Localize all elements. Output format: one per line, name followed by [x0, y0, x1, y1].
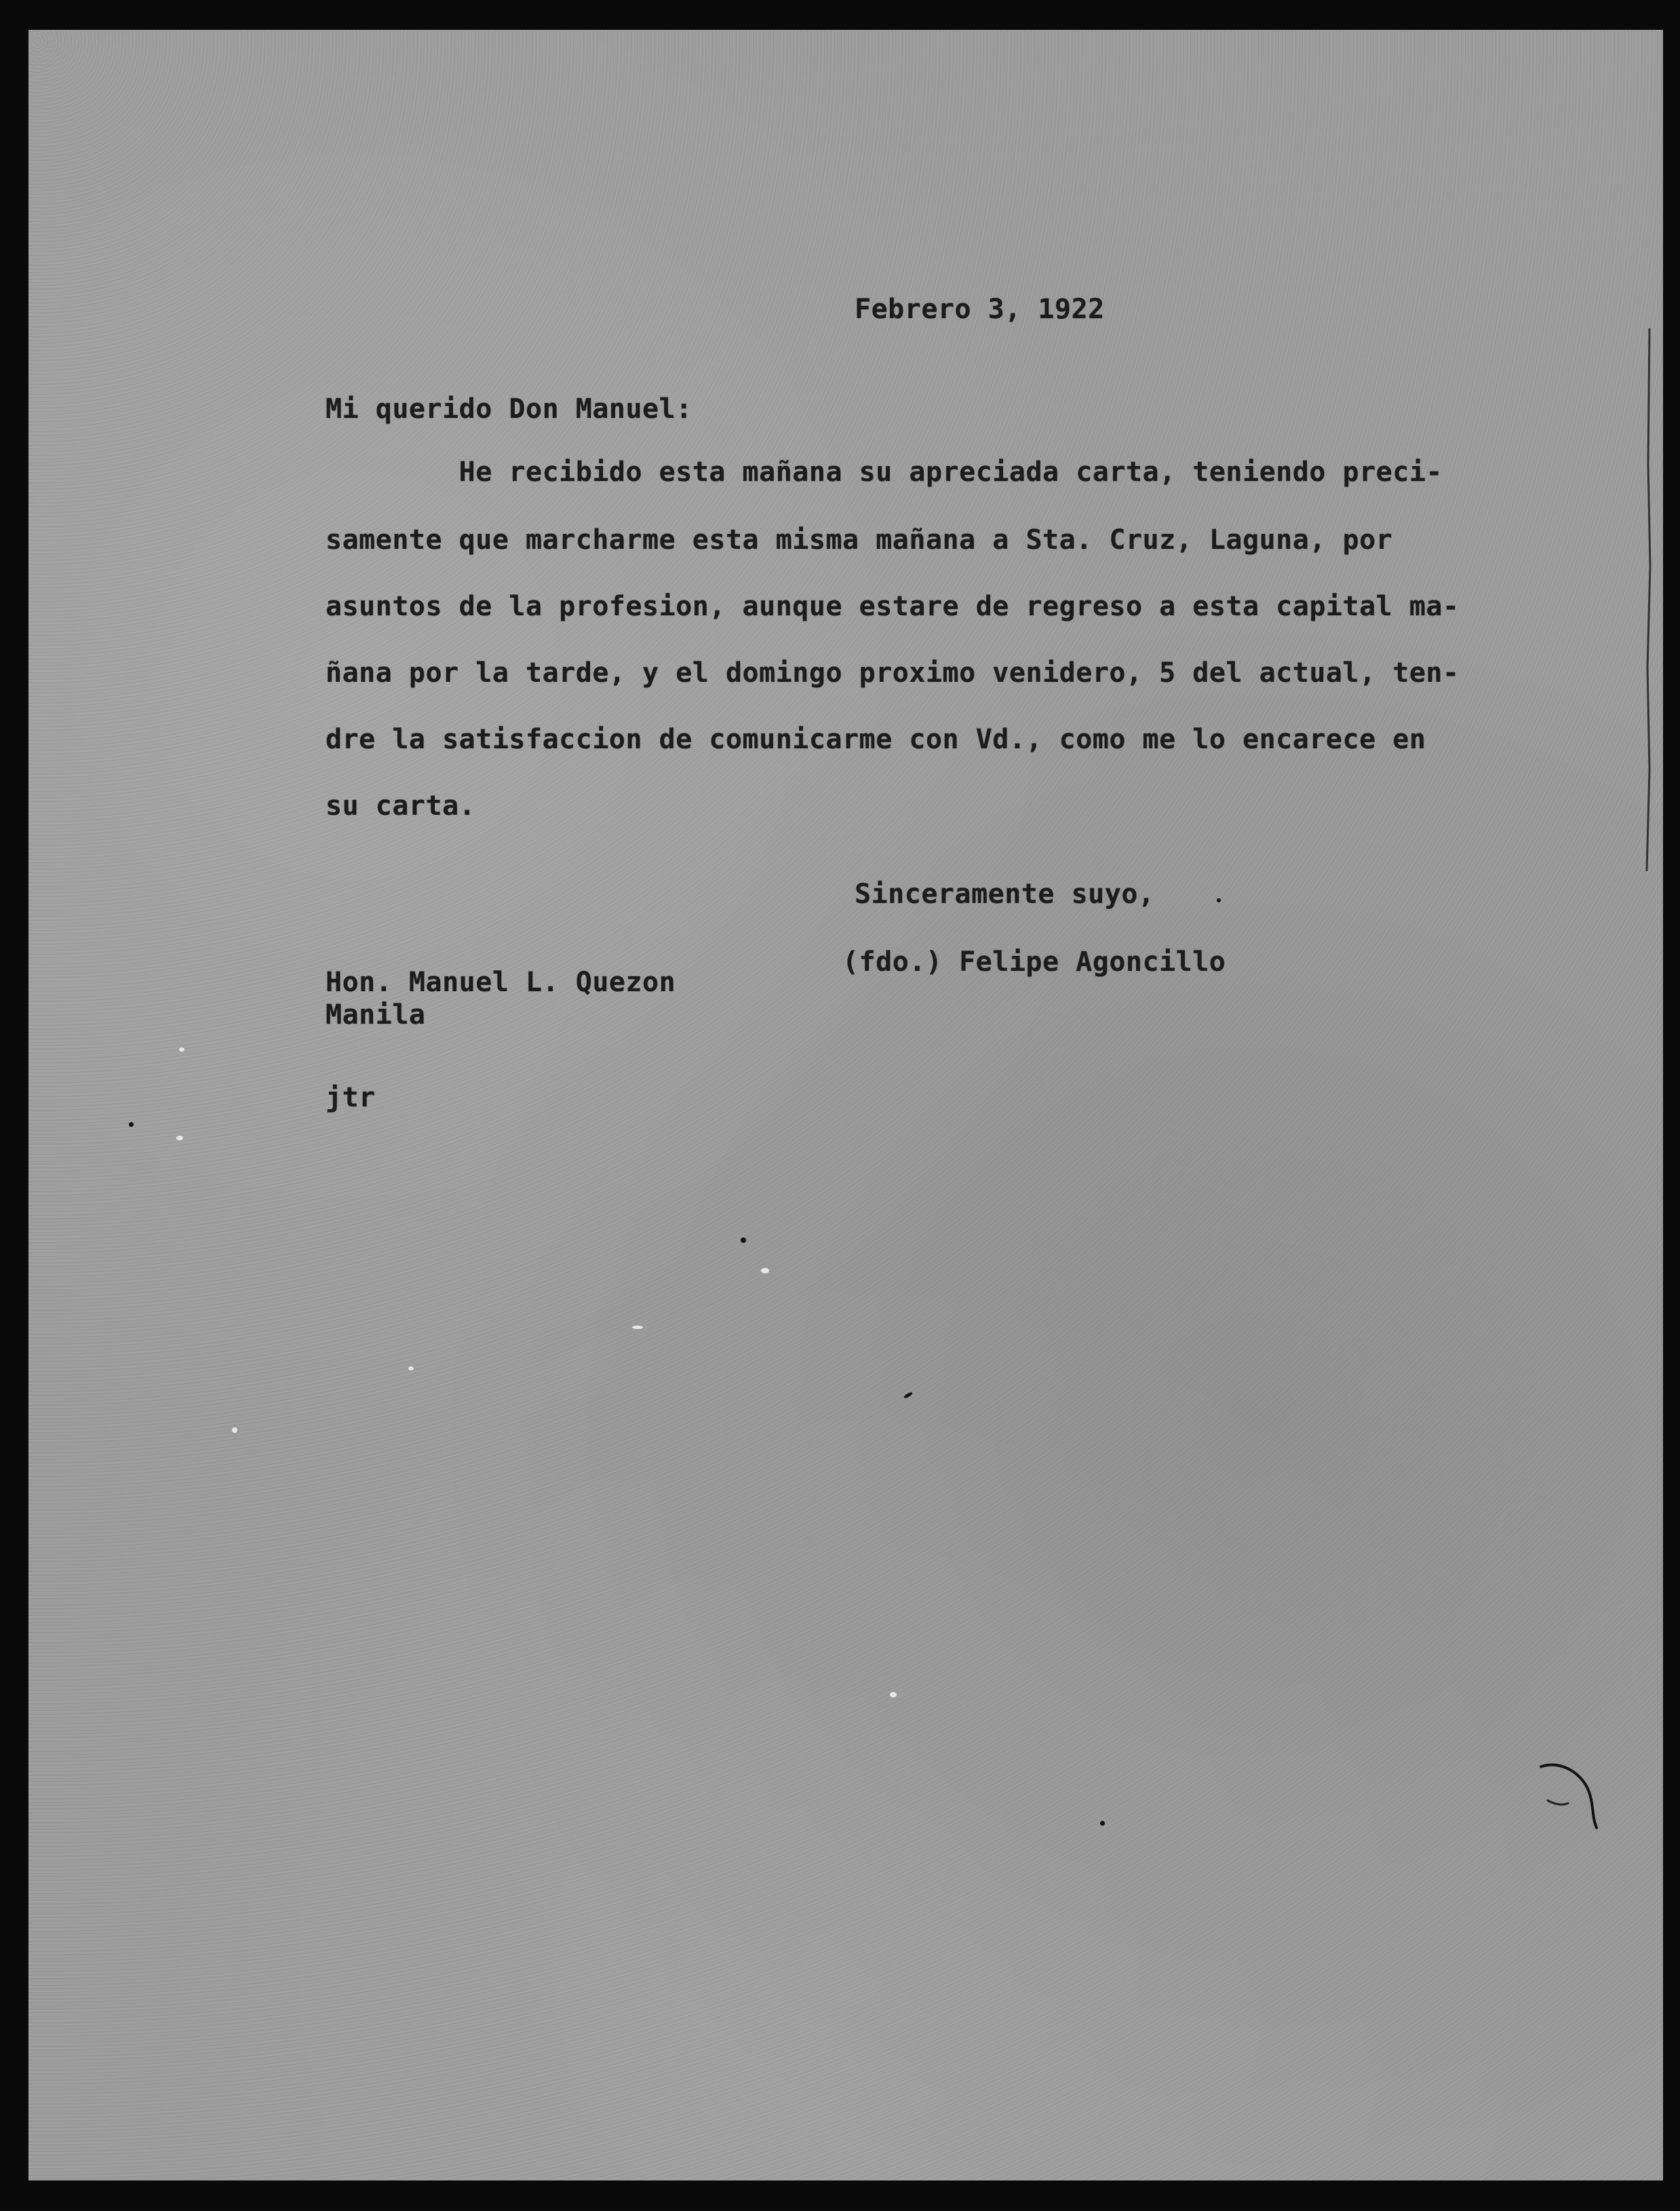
- scan-speck: [741, 1237, 746, 1243]
- letter-date: Febrero 3, 1922: [855, 294, 1105, 325]
- scan-speck: [761, 1268, 769, 1273]
- scan-scratch: [1534, 1753, 1629, 1848]
- letter-body-line: asuntos de la profesion, aunque estare de regreso a esta capital ma-: [326, 591, 1460, 622]
- recipient-city: Manila: [326, 999, 426, 1031]
- letter-closing: Sinceramente suyo,: [855, 879, 1155, 910]
- scan-speck: [1100, 1821, 1105, 1826]
- scan-speck: [408, 1366, 414, 1370]
- scan-speck: [1217, 898, 1221, 902]
- scan-speck: [129, 1122, 134, 1127]
- scan-speck: [903, 1391, 914, 1399]
- scan-speck: [232, 1427, 237, 1433]
- letter-body-line: dre la satisfaccion de comunicarme con Vd., como me lo encarece en: [326, 724, 1426, 755]
- scan-edge-tear: [1629, 328, 1656, 871]
- scan-speck: [890, 1692, 897, 1697]
- typist-initials: jtr: [326, 1082, 376, 1113]
- letter-body-line: su carta.: [326, 790, 476, 822]
- letter-paper: [28, 30, 1663, 2180]
- scan-speck: [632, 1326, 643, 1329]
- scan-speck: [179, 1047, 184, 1052]
- letter-body-line: He recibido esta mañana su apreciada carta, teniendo preci-: [326, 457, 1443, 488]
- letter-body-line: ñana por la tarde, y el domingo proximo venidero, 5 del actual, ten-: [326, 657, 1460, 689]
- letter-body-line: samente que marcharme esta misma mañana a Sta. Cruz, Laguna, por: [326, 524, 1393, 556]
- letter-signature: (fdo.) Felipe Agoncillo: [842, 946, 1226, 978]
- letter-salutation: Mi querido Don Manuel:: [326, 393, 692, 425]
- scan-speck: [176, 1136, 183, 1140]
- recipient-name: Hon. Manuel L. Quezon: [326, 967, 676, 998]
